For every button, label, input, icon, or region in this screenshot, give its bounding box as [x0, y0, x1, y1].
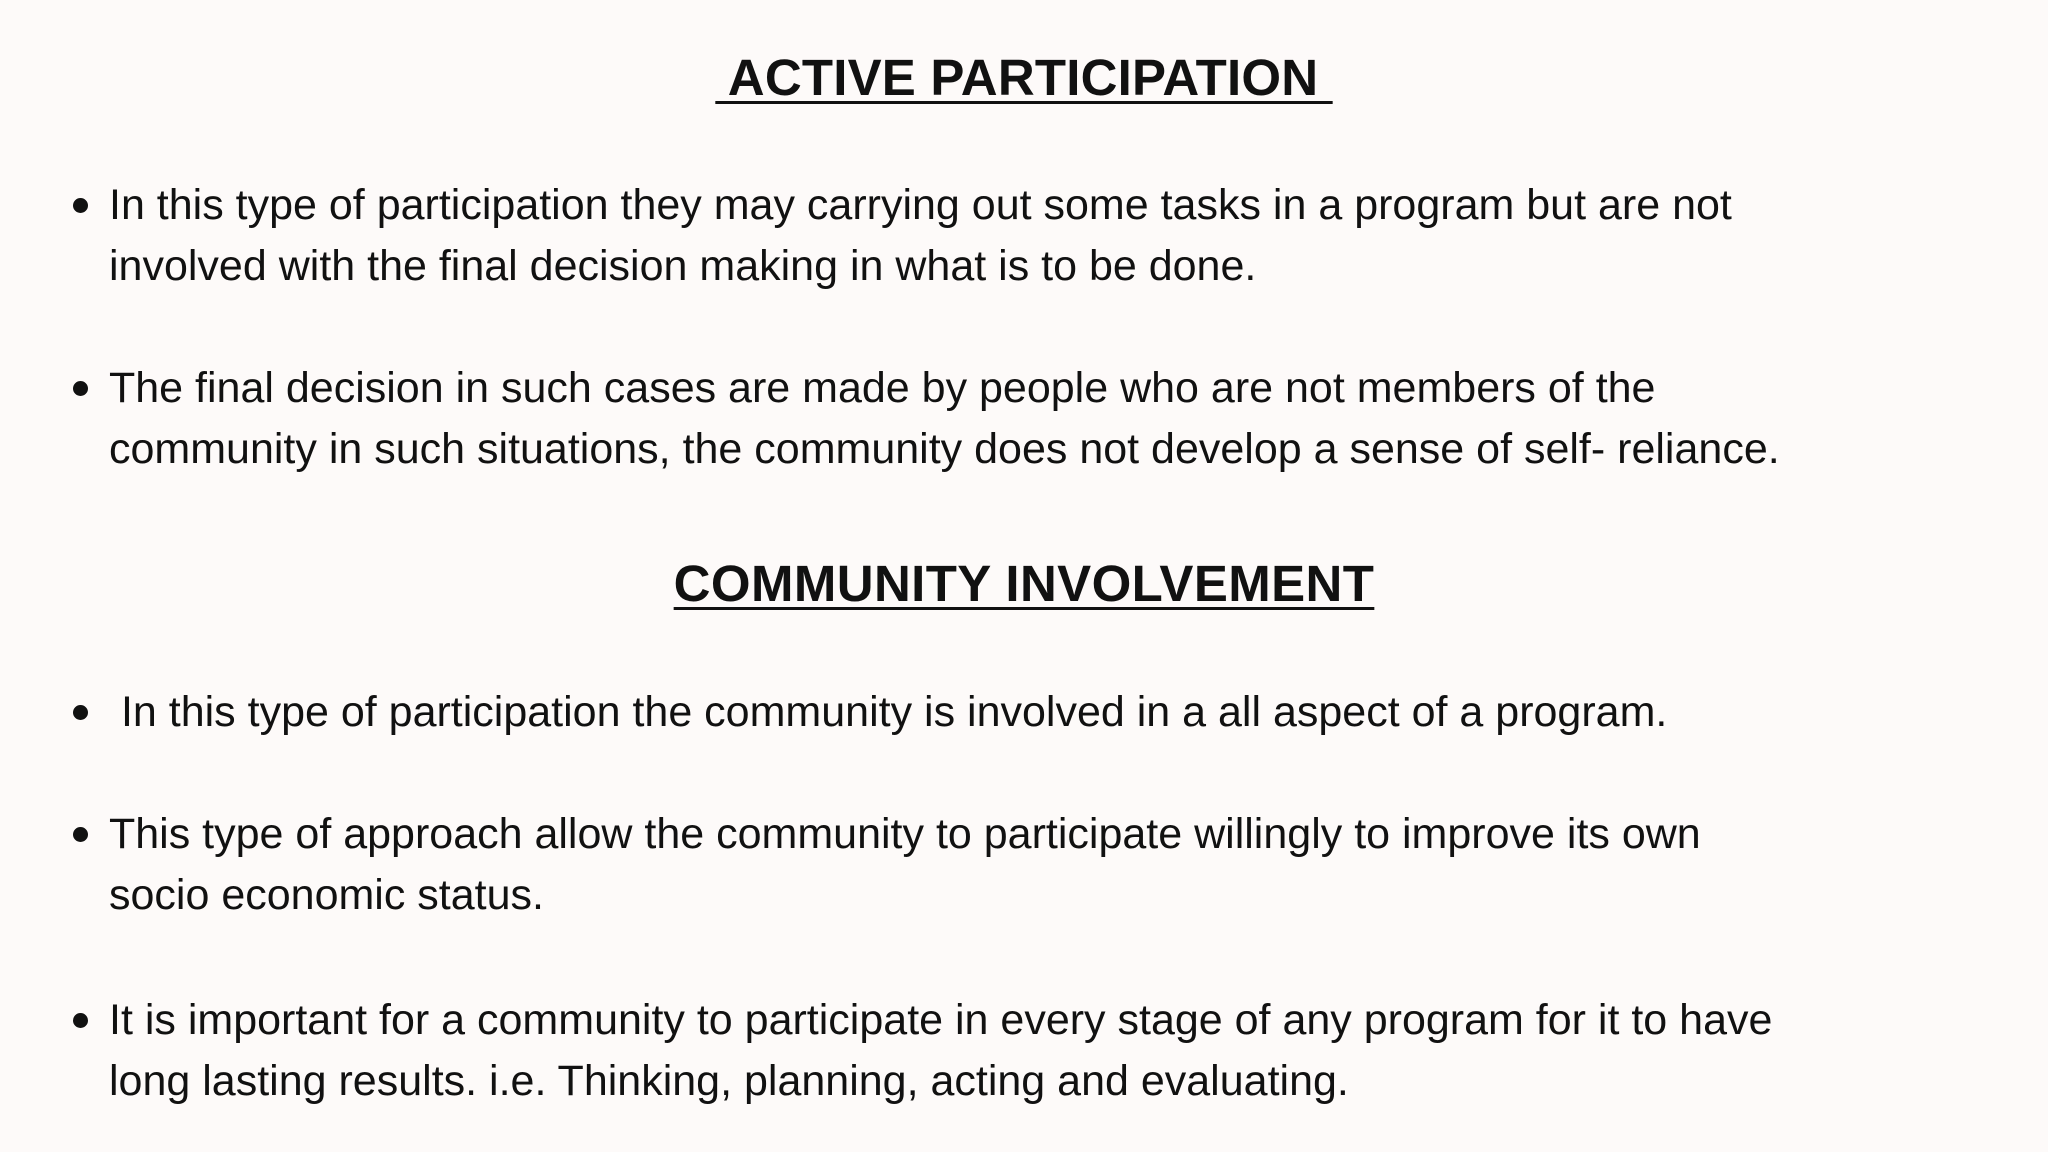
bullet-text: It is important for a community to participate in every stage of any program for it to have long lasting results. i.e. Thinking, planning, acting and evaluating.	[109, 996, 1773, 1105]
bullet-dot-icon	[73, 827, 88, 842]
bullet-dot-icon	[73, 381, 88, 396]
community-involvement-heading: COMMUNITY INVOLVEMENT	[673, 555, 1375, 612]
bullet-text: This type of approach allow the community to participate willingly to improve its own socio economic status.	[109, 810, 1701, 919]
bullet-text: In this type of participation the community is involved in a all aspect of a program.	[109, 688, 1668, 736]
bullet-dot-icon	[73, 198, 88, 213]
active-participation-heading: ACTIVE PARTICIPATION	[715, 49, 1333, 106]
bullet-text: The final decision in such cases are made by people who are not members of the community in such situations, the community does not develop a sense of self- reliance.	[109, 364, 1780, 473]
bullet-text: In this type of participation they may carrying out some tasks in a program but are not involved with the final decision making in what is to be done.	[109, 181, 1732, 290]
bullet-dot-icon	[73, 705, 88, 720]
bullet-dot-icon	[73, 1013, 88, 1028]
